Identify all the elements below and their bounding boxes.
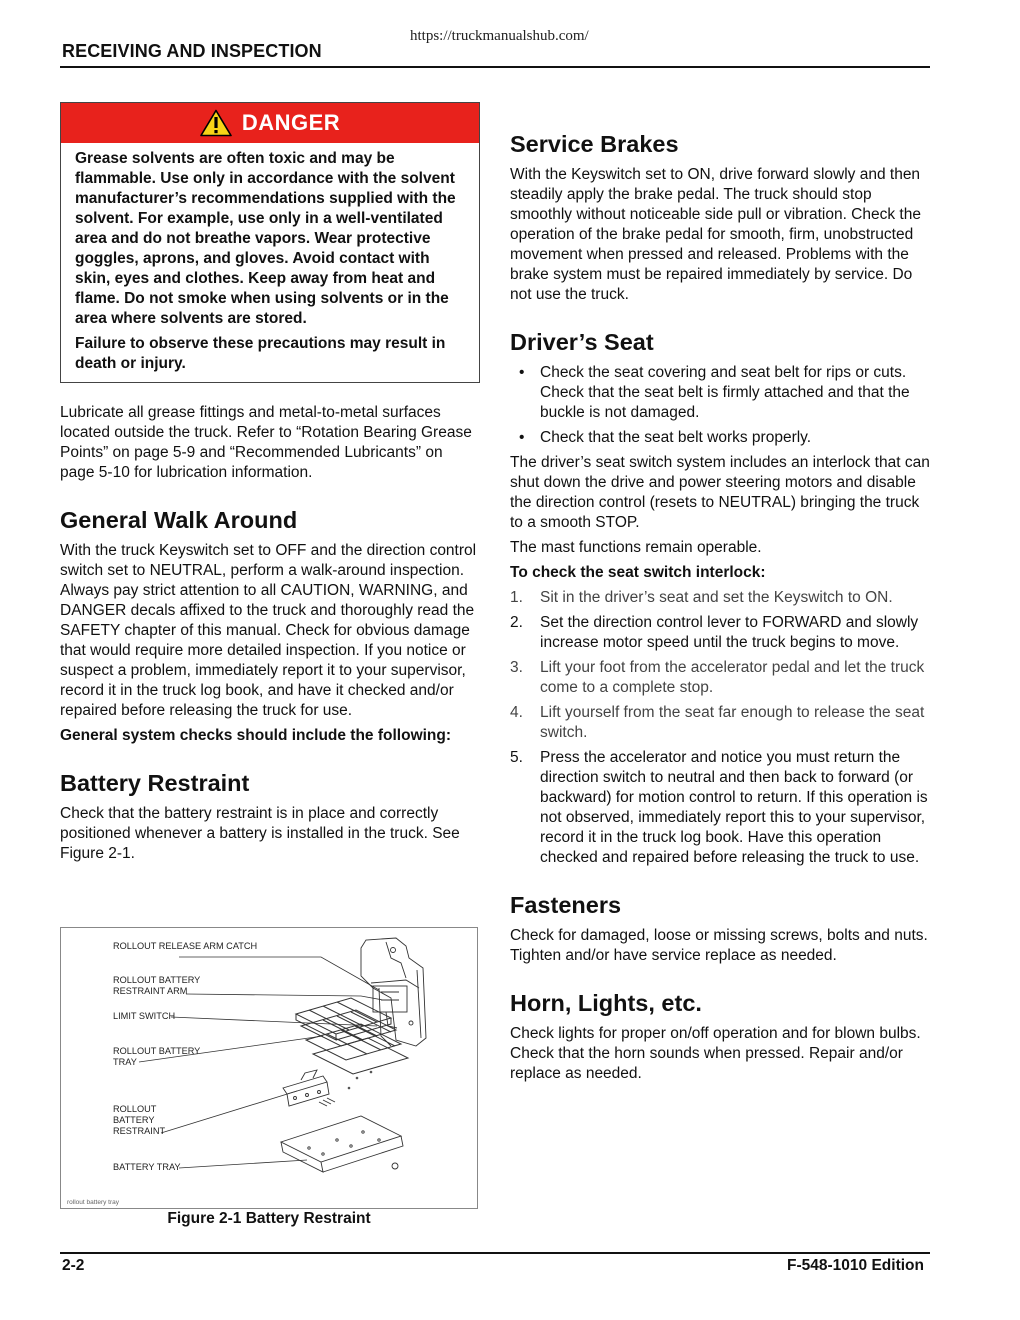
- step-item: [510, 703, 930, 743]
- lubricate-paragraph: Lubricate all grease fittings and metal-to-metal surfaces located outside the truck. Refer to “Rotation Bearing Grease Points” on page 5-9 and “Recommended Lubricants” on page 5-10 for lubrication information.: [60, 404, 472, 481]
- danger-body: [61, 143, 479, 382]
- callout-limit-switch: LIMIT SWITCH: [113, 1011, 176, 1021]
- step-text: Lift yourself from the seat far enough to release the seat switch.: [540, 704, 925, 741]
- danger-header: [61, 103, 479, 143]
- walk-around-heading: General Walk Around: [60, 507, 298, 533]
- page-number: 2-2: [62, 1257, 85, 1274]
- right-column: [510, 130, 930, 1089]
- figure-file-tag: rollout battery tray: [67, 1199, 120, 1206]
- step-text: Lift your foot from the accelerator pedal and let the truck come to a complete stop.: [540, 659, 925, 696]
- danger-title: DANGER: [241, 110, 341, 135]
- drivers-seat-bullets: [510, 363, 930, 448]
- step-number: 2.: [510, 614, 523, 631]
- step-number: 4.: [510, 704, 523, 721]
- service-brakes-body: With the Keyswitch set to ON, drive forward slowly and then steadily apply the brake pedal. The truck should stop smoothly without noticeable side pull or vibration. Check the operation of the brake pedal for smooth, firm, unobstructed movement when pressed and released. Problems with the brake system must be repaired immediately by service. Do not use the truck.: [510, 166, 921, 303]
- source-url[interactable]: https://truckmanualshub.com/: [410, 28, 589, 44]
- step-item: [510, 613, 930, 653]
- service-brakes-heading: Service Brakes: [510, 131, 679, 157]
- battery-restraint-figure: [60, 927, 478, 1209]
- edition-label: F-548-1010 Edition: [787, 1257, 924, 1274]
- header-rule: [60, 66, 930, 68]
- step-text: Sit in the driver’s seat and set the Keyswitch to ON.: [540, 589, 893, 606]
- mast-paragraph: The mast functions remain operable.: [510, 539, 762, 556]
- left-column: [60, 102, 480, 869]
- warning-triangle-icon: [200, 109, 232, 137]
- drivers-seat-heading: Driver’s Seat: [510, 329, 654, 355]
- interlock-steps: [510, 588, 930, 868]
- horn-lights-body: Check lights for proper on/off operation and for blown bulbs. Check that the horn sounds when pressed. Repair and/or replace as needed.: [510, 1025, 921, 1082]
- section-header: RECEIVING AND INSPECTION: [62, 41, 322, 61]
- danger-box: [60, 102, 480, 383]
- list-item: • Check the seat covering and seat belt for rips or cuts. Check that the seat belt is firmly attached and that the buckle is not damaged.: [510, 363, 930, 423]
- fasteners-body: Check for damaged, loose or missing screws, bolts and nuts. Tighten and/or have service replace as needed.: [510, 927, 928, 964]
- interlock-paragraph: The driver’s seat switch system includes an interlock that can shut down the drive and power steering motors and disable the direction control (resets to NEUTRAL) bringing the truck to a smooth STOP.: [510, 454, 930, 531]
- callout-battery-tray: BATTERY TRAY: [113, 1162, 181, 1172]
- fasteners-heading: Fasteners: [510, 892, 622, 918]
- callout-rollout-battery-restraint: ROLLOUT BATTERY RESTRAINT: [113, 1104, 166, 1136]
- step-item: [510, 748, 930, 868]
- list-item: • Check that the seat belt works properly.: [510, 428, 930, 448]
- walk-around-lead: General system checks should include the following:: [60, 727, 452, 744]
- step-number: 5.: [510, 749, 523, 766]
- walk-around-body: With the truck Keyswitch set to OFF and the direction control switch set to NEUTRAL, perform a walk-around inspection. Always pay strict attention to all CAUTION, WARNING, and DANGER decals affixed to the truck and thoroughly read the SAFETY chapter of this manual. Check for obvious damage that would require more detailed inspection. If you notice or suspect a problem, immediately report it to your supervisor, record it in the truck log book, and have it checked and/or repaired before releasing the truck for use.: [60, 542, 477, 719]
- battery-restraint-heading: Battery Restraint: [60, 770, 250, 796]
- step-text: Press the accelerator and notice you must return the direction switch to neutral and then back to forward (or backward) for motion control to return. If this operation is not observed, immediately report this to your supervisor, record it in the truck log book. Have this operation checked and repaired before releasing the truck to use.: [540, 749, 928, 866]
- danger-text: Grease solvents are often toxic and may be flammable. Use only in accordance with the solvent manufacturer’s recommendations supplied with the solvent. For example, use only in a well-ventilated area and do not breathe vapors. Wear protective goggles, aprons, and gloves. Avoid contact with skin, eyes and clothes. Keep away from heat and flame. Do not smoke when using solvents or in the area where solvents are stored.: [75, 150, 456, 327]
- step-item: [510, 588, 930, 608]
- figure-caption: Figure 2-1 Battery Restraint: [167, 1210, 371, 1227]
- step-number: 3.: [510, 659, 523, 676]
- footer-rule: [60, 1252, 930, 1254]
- step-text: Set the direction control lever to FORWARD and slowly increase motor speed until the truck begins to move.: [540, 614, 919, 651]
- battery-restraint-body: Check that the battery restraint is in place and correctly positioned whenever a battery is installed in the truck. See Figure 2-1.: [60, 805, 460, 862]
- horn-lights-heading: Horn, Lights, etc.: [510, 990, 702, 1016]
- callout-rollout-battery-tray: ROLLOUT BATTERY TRAY: [113, 1046, 201, 1067]
- step-item: [510, 658, 930, 698]
- danger-consequence: Failure to observe these precautions may result in death or injury.: [75, 335, 446, 372]
- callout-rollout-release-arm-catch: ROLLOUT RELEASE ARM CATCH: [113, 941, 258, 951]
- step-number: 1.: [510, 589, 523, 606]
- callout-rollout-battery-restraint-arm: ROLLOUT BATTERY RESTRAINT ARM: [113, 975, 201, 996]
- check-interlock-heading: To check the seat switch interlock:: [510, 564, 766, 581]
